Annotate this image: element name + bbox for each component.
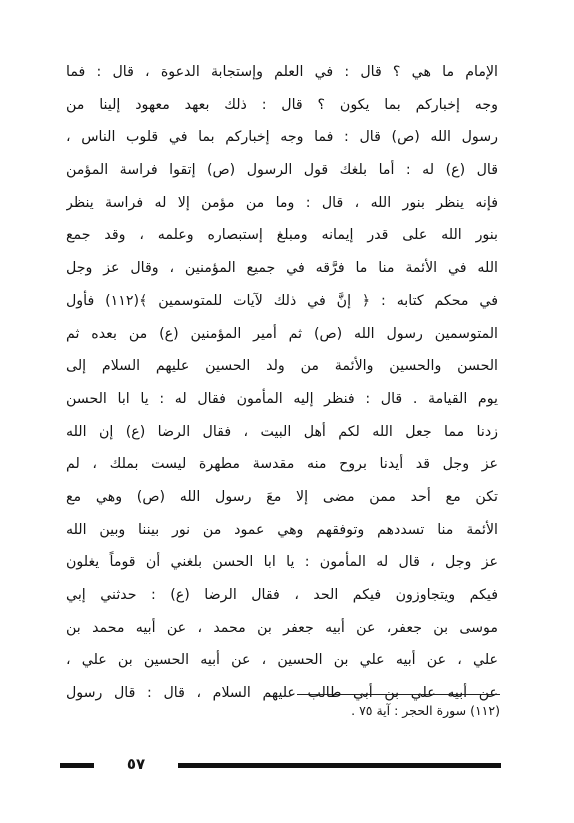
text-line: يوم القيامة . قال : فنظر إليه المأمون فقال له : يا ابا الحسن — [66, 390, 498, 407]
text-line: عز وجل ، قال له المأمون : يا ابا الحسن بلغني أن قوماً يغلون — [66, 554, 498, 571]
footer-bar-right — [178, 763, 501, 768]
text-line: علي ، عن أبيه علي بن الحسين ، عن أبيه الحسين بن علي ، — [66, 652, 498, 669]
footer-bar-left — [60, 763, 94, 768]
text-line: فيكم ويتجاوزون فيكم الحد ، فقال الرضا (ع) : حدثني إبي — [66, 587, 498, 603]
text-line: بنور الله على قدر إيمانه ومبلغ إستبصاره وعلمه ، وقد جمع — [66, 227, 498, 244]
text-line: المتوسمين رسول الله (ص) ثم أمير المؤمنين (ع) من بعده ثم — [66, 325, 498, 342]
footnote: (١١٢) سورة الحجر : آية ٧٥ . — [351, 703, 500, 718]
text-line: الإمام ما هي ؟ قال : في العلم وإستجابة الدعوة ، قال : فما — [66, 64, 498, 80]
text-line: وجه إخباركم بما يكون ؟ قال : ذلك بعهد معهود إلينا من — [66, 96, 498, 113]
page-footer — [60, 755, 501, 778]
text-line: الحسن والحسين والأئمة من ولد الحسين عليهم السلام إلى — [66, 358, 498, 375]
text-line: عز وجل قد أيدنا بروح منه مقدسة مطهرة ليست بملك ، لم — [66, 456, 498, 473]
text-line: عن أبيه علي بن أبي طالب عليهم السلام ، قال : قال رسول — [66, 685, 498, 702]
text-line: رسول الله (ص) قال : فما وجه إخباركم بما في قلوب الناس ، — [66, 129, 498, 146]
text-line: موسى بن جعفر، عن أبيه جعفر بن محمد ، عن أبيه محمد بن — [66, 619, 498, 636]
text-line: زدنا مما جعل الله لكم أهل البيت ، فقال الرضا (ع) إن الله — [66, 423, 498, 440]
text-line: قال (ع) له : أما بلغك قول الرسول (ص) إتقوا فراسة المؤمن — [66, 162, 498, 179]
text-line: الأئمة منا تسددهم وتوفقهم وهي عمود من نور بيننا وبين الله — [66, 521, 498, 538]
text-line: تكن مع أحد ممن مضى إلا معَ رسول الله (ص) وهي مع — [66, 488, 498, 505]
footnote-divider — [297, 694, 500, 695]
text-line: الله في الأئمة منا ما فرَّقه في جميع المؤمنين ، وقال عز وجل — [66, 260, 498, 277]
text-line: في محكم كتابه : ﴿ إنَّ في ذلك لآيات للمتوسمين ﴾(١١٢) فأول — [66, 292, 498, 309]
page-number: ٥٧ — [126, 755, 146, 773]
body-text — [66, 56, 498, 710]
text-line: فإنه ينظر بنور الله ، قال : وما من مؤمن إلا له فراسة ينظر — [66, 194, 498, 211]
